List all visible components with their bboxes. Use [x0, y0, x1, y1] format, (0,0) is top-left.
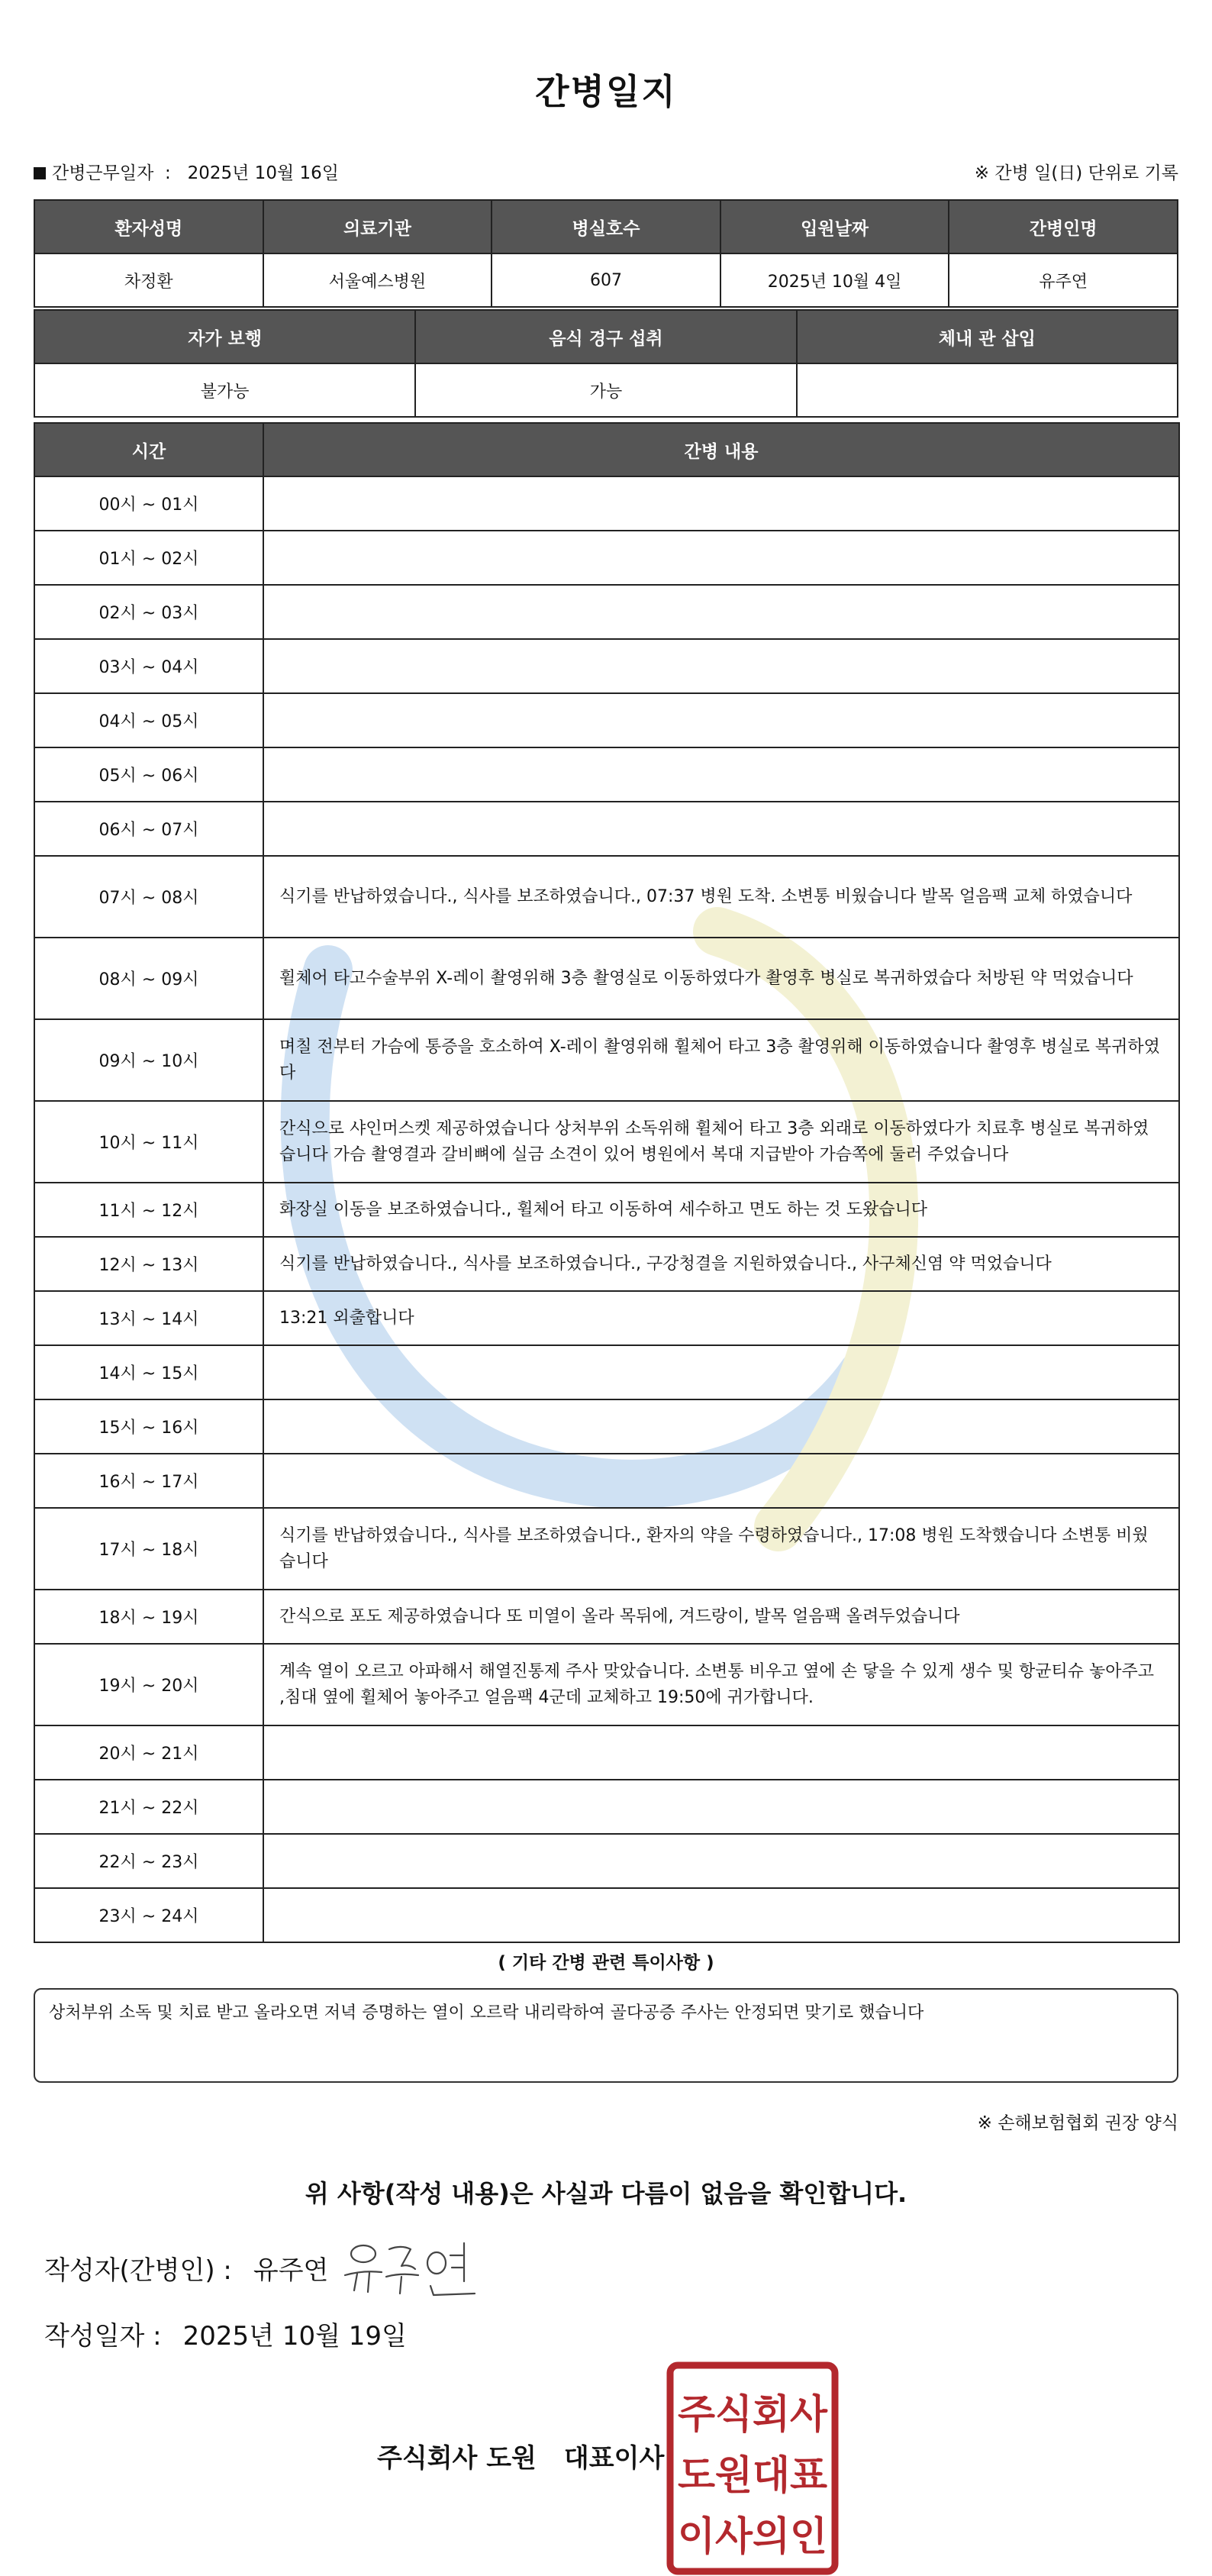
care-content: 13:21 외출합니다: [263, 1291, 1179, 1345]
header-caregiver-name: 간병인명: [949, 200, 1178, 253]
table-row: [34, 1019, 1179, 1101]
care-content: [263, 639, 1179, 693]
table-row: [34, 1399, 1179, 1454]
time-slot: 20시 ~ 21시: [34, 1725, 263, 1780]
care-content: [263, 585, 1179, 639]
notes-box: [34, 1988, 1178, 2083]
care-log-header-row: [34, 423, 1179, 476]
time-slot: 02시 ~ 03시: [34, 585, 263, 639]
writer-name: 유주연: [253, 2255, 329, 2286]
care-content: 간식으로 샤인머스켓 제공하였습니다 상처부위 소독위해 휠체어 타고 3층 외래로 이동하였다가 치료후 병실로 복귀하였습니다 가슴 촬영결과 갈비뼈에 실금 소견이 있어 병원에서 복대 지급받아 가슴쪽에 둘러 주었습니다: [263, 1101, 1179, 1183]
work-date-colon: :: [164, 163, 171, 183]
time-slot: 15시 ~ 16시: [34, 1399, 263, 1454]
patient-info-header-row: [34, 200, 1178, 253]
oral-intake-value: 가능: [415, 363, 796, 417]
table-row: [34, 802, 1179, 856]
meta-row: [34, 159, 1178, 186]
care-content: 휠체어 타고수술부위 X-레이 촬영위해 3층 촬영실로 이동하였다가 촬영후 병실로 복귀하였습다 처방된 약 먹었습니다: [263, 938, 1179, 1019]
table-row: [34, 1345, 1179, 1399]
time-slot: 09시 ~ 10시: [34, 1019, 263, 1101]
care-content: [263, 747, 1179, 802]
care-content: 식기를 반납하였습니다., 식사를 보조하였습니다., 구강청결을 지원하였습니다., 사구체신염 약 먹었습니다: [263, 1237, 1179, 1291]
time-slot: 18시 ~ 19시: [34, 1590, 263, 1644]
header-hospital: 의료기관: [263, 200, 492, 253]
header-admission-date: 입원날짜: [720, 200, 949, 253]
seal-text-line: 도원대표: [678, 2453, 827, 2499]
document-title: 간병일지: [535, 71, 677, 112]
square-bullet-icon: [34, 167, 46, 179]
table-row: [34, 856, 1179, 938]
admission-date: 2025년 10월 4일: [720, 253, 949, 307]
work-date-value: 2025년 10월 16일: [187, 163, 339, 183]
table-row: [34, 585, 1179, 639]
writer-line: [44, 2249, 328, 2287]
care-content: [263, 1345, 1179, 1399]
company-line: [377, 2437, 664, 2474]
table-row: [34, 639, 1179, 693]
header-room-number: 병실호수: [492, 200, 720, 253]
time-slot: 10시 ~ 11시: [34, 1101, 263, 1183]
care-content: [263, 476, 1179, 531]
work-date: [34, 159, 339, 184]
table-row: [34, 1101, 1179, 1183]
tube-insertion-value: [797, 363, 1178, 417]
time-slot: 04시 ~ 05시: [34, 693, 263, 747]
care-content: [263, 1834, 1179, 1888]
time-slot: 16시 ~ 17시: [34, 1454, 263, 1508]
table-row: [34, 1454, 1179, 1508]
time-slot: 22시 ~ 23시: [34, 1834, 263, 1888]
care-content: [263, 1454, 1179, 1508]
header-patient-name: 환자성명: [34, 200, 263, 253]
notes-title: ( 기타 간병 관련 특이사항 ): [498, 1953, 714, 1973]
room-number: 607: [492, 253, 720, 307]
care-content: 계속 열이 오르고 아파해서 해열진통제 주사 맞았습니다. 소변통 비우고 옆에 손 닿을 수 있게 생수 및 항균티슈 놓아주고 ,침대 옆에 휠체어 놓아주고 얼음팩 4군데 교체하고 19:50에 귀가합니다.: [263, 1644, 1179, 1725]
care-content: [263, 1725, 1179, 1780]
table-row: [34, 1834, 1179, 1888]
time-slot: 12시 ~ 13시: [34, 1237, 263, 1291]
care-content: 며칠 전부터 가슴에 통증을 호소하여 X-레이 촬영위해 휠체어 타고 3층 촬영위해 이동하였습니다 촬영후 병실로 복귀하였다: [263, 1019, 1179, 1101]
table-row: [34, 747, 1179, 802]
table-row: [34, 1888, 1179, 1942]
table-row: [34, 938, 1179, 1019]
table-row: [34, 531, 1179, 585]
table-row: [34, 1237, 1179, 1291]
header-time: 시간: [34, 423, 263, 476]
company-seal: [666, 2361, 840, 2576]
table-row: [34, 693, 1179, 747]
seal-text-line: 주식회사: [678, 2392, 828, 2438]
written-date-label: 작성일자 :: [44, 2321, 162, 2352]
company-role: 대표이사: [563, 2443, 665, 2474]
confirmation-statement: 위 사항(작성 내용)은 사실과 다름이 없음을 확인합니다.: [305, 2179, 907, 2208]
written-date-value: 2025년 10월 19일: [182, 2321, 407, 2352]
care-content: [263, 1888, 1179, 1942]
care-content: 식기를 반납하였습니다., 식사를 보조하였습니다., 환자의 약을 수령하였습니다., 17:08 병원 도착했습니다 소변통 비웠습니다: [263, 1508, 1179, 1590]
time-slot: 08시 ~ 09시: [34, 938, 263, 1019]
time-slot: 13시 ~ 14시: [34, 1291, 263, 1345]
care-content: [263, 802, 1179, 856]
care-log-table: [34, 422, 1180, 1943]
time-slot: 17시 ~ 18시: [34, 1508, 263, 1590]
header-self-walking: 자가 보행: [34, 310, 415, 363]
time-slot: 07시 ~ 08시: [34, 856, 263, 938]
caregiver-name: 유주연: [949, 253, 1178, 307]
status-value-row: [34, 363, 1178, 417]
notes-content: 상처부위 소독 및 치료 받고 올라오면 저녁 증명하는 열이 오르락 내리락하여 골다공증 주사는 안정되면 맞기로 했습니다: [49, 2003, 924, 2022]
table-row: [34, 1725, 1179, 1780]
table-row: [34, 1508, 1179, 1590]
written-date-line: [44, 2315, 407, 2352]
patient-info-value-row: [34, 253, 1178, 307]
table-row: [34, 1291, 1179, 1345]
care-content: 간식으로 포도 제공하였습니다 또 미열이 올라 목뒤에, 겨드랑이, 발목 얼음팩 올려두었습니다: [263, 1590, 1179, 1644]
care-content: [263, 1780, 1179, 1834]
table-row: [34, 1183, 1179, 1237]
time-slot: 21시 ~ 22시: [34, 1780, 263, 1834]
time-slot: 06시 ~ 07시: [34, 802, 263, 856]
header-care-content: 간병 내용: [263, 423, 1179, 476]
record-note: ※ 간병 일(日) 단위로 기록: [974, 163, 1178, 183]
hospital-name: 서울예스병원: [263, 253, 492, 307]
handwritten-signature: [340, 2232, 485, 2300]
writer-label: 작성자(간병인) :: [44, 2255, 232, 2286]
self-walking-value: 불가능: [34, 363, 415, 417]
table-row: [34, 1644, 1179, 1725]
seal-text-line: 이사의인: [678, 2514, 827, 2560]
patient-name: 차정환: [34, 253, 263, 307]
care-content: 화장실 이동을 보조하였습니다., 휠체어 타고 이동하여 세수하고 면도 하는 것 도왔습니다: [263, 1183, 1179, 1237]
form-note: ※ 손해보험협회 권장 양식: [977, 2113, 1178, 2133]
care-content: [263, 693, 1179, 747]
time-slot: 05시 ~ 06시: [34, 747, 263, 802]
status-header-row: [34, 310, 1178, 363]
header-oral-intake: 음식 경구 섭취: [415, 310, 796, 363]
care-content: [263, 531, 1179, 585]
time-slot: 01시 ~ 02시: [34, 531, 263, 585]
time-slot: 19시 ~ 20시: [34, 1644, 263, 1725]
table-row: [34, 1590, 1179, 1644]
header-tube-insertion: 체내 관 삽입: [797, 310, 1178, 363]
time-slot: 11시 ~ 12시: [34, 1183, 263, 1237]
care-content: 식기를 반납하였습니다., 식사를 보조하였습니다., 07:37 병원 도착. 소변통 비웠습니다 발목 얼음팩 교체 하였습니다: [263, 856, 1179, 938]
time-slot: 14시 ~ 15시: [34, 1345, 263, 1399]
time-slot: 23시 ~ 24시: [34, 1888, 263, 1942]
company-name: 주식회사 도원: [377, 2443, 537, 2474]
patient-info-table: [34, 199, 1178, 308]
table-row: [34, 1780, 1179, 1834]
table-row: [34, 476, 1179, 531]
care-content: [263, 1399, 1179, 1454]
time-slot: 03시 ~ 04시: [34, 639, 263, 693]
patient-status-table: [34, 309, 1178, 418]
time-slot: 00시 ~ 01시: [34, 476, 263, 531]
work-date-label: 간병근무일자: [52, 163, 154, 183]
